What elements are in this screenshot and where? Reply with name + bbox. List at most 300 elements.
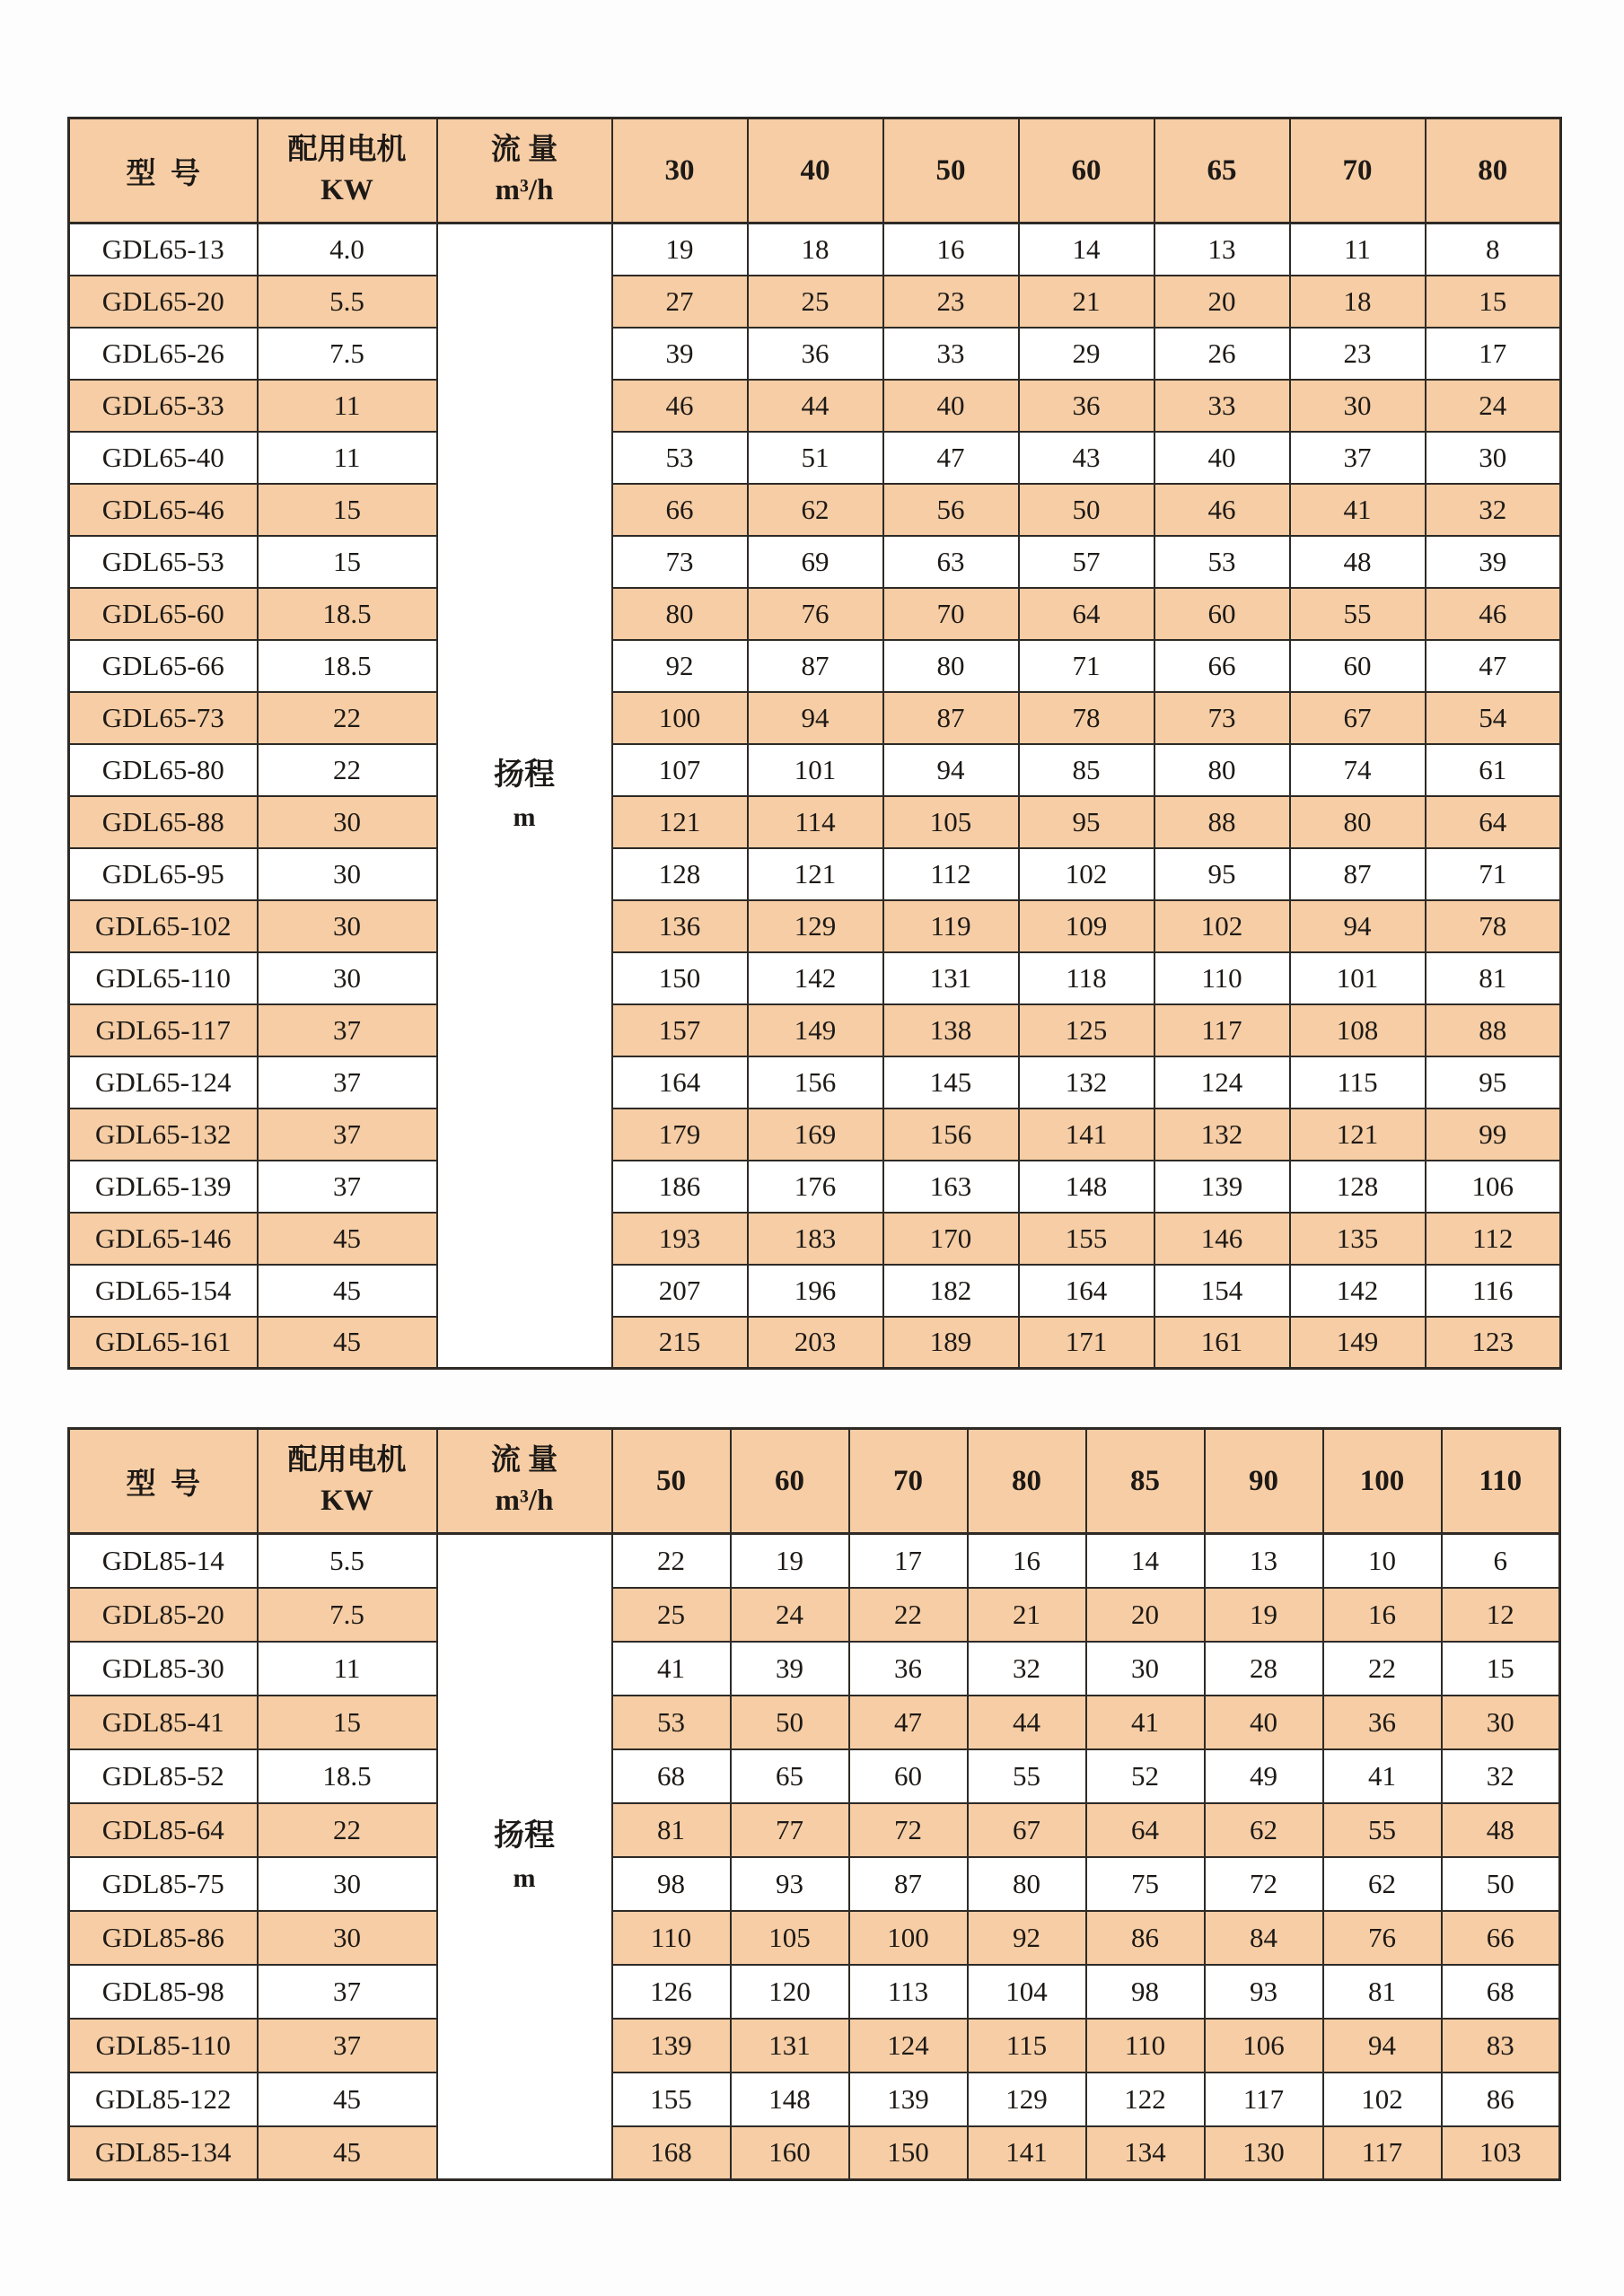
head-value-cell: 110 (612, 1911, 731, 1965)
head-value-cell: 55 (1323, 1803, 1442, 1857)
flow-col-header: 60 (731, 1429, 849, 1534)
head-value-cell: 80 (612, 588, 748, 640)
table-row (69, 380, 1561, 432)
lift-label: 扬程 (494, 758, 555, 793)
table-row (69, 1056, 1561, 1109)
head-value-cell: 73 (1154, 692, 1290, 744)
motor-header-unit: KW (320, 174, 373, 206)
head-value-cell: 41 (1323, 1749, 1442, 1803)
model-cell: GDL65-154 (69, 1265, 258, 1317)
head-value-cell: 24 (731, 1588, 849, 1642)
model-header: 型 号 (69, 1429, 258, 1534)
head-value-cell: 149 (748, 1004, 883, 1056)
table-row (69, 952, 1561, 1004)
kw-cell: 15 (258, 536, 437, 588)
head-value-cell: 146 (1154, 1213, 1290, 1265)
motor-header-line1: 配用电机 (287, 1444, 407, 1477)
head-value-cell: 121 (748, 848, 883, 900)
head-value-cell: 6 (1442, 1534, 1560, 1588)
table-row (69, 276, 1561, 328)
flow-col-header: 40 (748, 118, 883, 223)
head-value-cell: 98 (1086, 1965, 1205, 2019)
flow-col-header: 80 (1426, 118, 1561, 223)
model-cell: GDL65-13 (69, 223, 258, 276)
head-value-cell: 19 (731, 1534, 849, 1588)
head-value-cell: 114 (748, 796, 883, 848)
head-value-cell: 56 (883, 484, 1019, 536)
head-value-cell: 156 (883, 1109, 1019, 1161)
head-value-cell: 150 (849, 2126, 968, 2180)
model-cell: GDL65-124 (69, 1056, 258, 1109)
head-value-cell: 149 (1290, 1317, 1426, 1369)
kw-cell: 11 (258, 380, 437, 432)
head-value-cell: 102 (1323, 2073, 1442, 2126)
head-value-cell: 14 (1086, 1534, 1205, 1588)
head-value-cell: 86 (1442, 2073, 1560, 2126)
head-value-cell: 170 (883, 1213, 1019, 1265)
model-cell: GDL85-41 (69, 1696, 258, 1749)
head-value-cell: 80 (1290, 796, 1426, 848)
head-value-cell: 64 (1426, 796, 1561, 848)
model-cell: GDL65-132 (69, 1109, 258, 1161)
model-cell: GDL65-102 (69, 900, 258, 952)
head-value-cell: 155 (1019, 1213, 1154, 1265)
head-value-cell: 62 (1205, 1803, 1323, 1857)
head-value-cell: 112 (1426, 1213, 1561, 1265)
kw-cell: 30 (258, 900, 437, 952)
head-value-cell: 20 (1154, 276, 1290, 328)
flow-col-header: 100 (1323, 1429, 1442, 1534)
head-value-cell: 26 (1154, 328, 1290, 380)
model-cell: GDL65-88 (69, 796, 258, 848)
head-value-cell: 68 (612, 1749, 731, 1803)
flow-col-header: 65 (1154, 118, 1290, 223)
head-value-cell: 36 (1323, 1696, 1442, 1749)
head-value-cell: 68 (1442, 1965, 1560, 2019)
head-value-cell: 117 (1205, 2073, 1323, 2126)
model-cell: GDL85-86 (69, 1911, 258, 1965)
table-row (69, 1965, 1560, 2019)
head-value-cell: 101 (748, 744, 883, 796)
head-value-cell: 100 (612, 692, 748, 744)
head-value-cell: 61 (1426, 744, 1561, 796)
head-value-cell: 105 (731, 1911, 849, 1965)
kw-cell: 37 (258, 1161, 437, 1213)
flow-col-header: 70 (1290, 118, 1426, 223)
table-row (69, 484, 1561, 536)
kw-cell: 30 (258, 1857, 437, 1911)
head-value-cell: 78 (1426, 900, 1561, 952)
head-value-cell: 80 (968, 1857, 1086, 1911)
head-value-cell: 19 (612, 223, 748, 276)
model-cell: GDL85-122 (69, 2073, 258, 2126)
table-row (69, 744, 1561, 796)
motor-header (258, 1429, 437, 1534)
flow-header-line1: 流 量 (490, 1444, 558, 1477)
model-cell: GDL85-134 (69, 2126, 258, 2180)
head-value-cell: 48 (1442, 1803, 1560, 1857)
table-row (69, 1749, 1560, 1803)
header-row (69, 118, 1561, 223)
flow-col-header: 50 (883, 118, 1019, 223)
lift-unit: m (513, 802, 536, 832)
head-value-cell: 135 (1290, 1213, 1426, 1265)
head-value-cell: 49 (1205, 1749, 1323, 1803)
head-value-cell: 83 (1442, 2019, 1560, 2073)
kw-cell: 45 (258, 2126, 437, 2180)
kw-cell: 7.5 (258, 328, 437, 380)
head-value-cell: 67 (1290, 692, 1426, 744)
head-value-cell: 30 (1442, 1696, 1560, 1749)
table-row (69, 848, 1561, 900)
head-value-cell: 30 (1290, 380, 1426, 432)
table-row (69, 1696, 1560, 1749)
head-value-cell: 47 (1426, 640, 1561, 692)
model-cell: GDL85-98 (69, 1965, 258, 2019)
table-row (69, 432, 1561, 484)
head-value-cell: 171 (1019, 1317, 1154, 1369)
head-value-cell: 17 (1426, 328, 1561, 380)
kw-cell: 45 (258, 1213, 437, 1265)
kw-cell: 11 (258, 432, 437, 484)
head-value-cell: 25 (612, 1588, 731, 1642)
table-row (69, 1857, 1560, 1911)
model-cell: GDL85-14 (69, 1534, 258, 1588)
head-value-cell: 39 (731, 1642, 849, 1696)
head-value-cell: 46 (1154, 484, 1290, 536)
head-value-cell: 112 (883, 848, 1019, 900)
model-cell: GDL85-20 (69, 1588, 258, 1642)
head-value-cell: 139 (1154, 1161, 1290, 1213)
head-value-cell: 86 (1086, 1911, 1205, 1965)
head-value-cell: 129 (748, 900, 883, 952)
head-value-cell: 92 (968, 1911, 1086, 1965)
head-value-cell: 32 (968, 1642, 1086, 1696)
head-value-cell: 29 (1019, 328, 1154, 380)
head-value-cell: 50 (1019, 484, 1154, 536)
kw-cell: 18.5 (258, 1749, 437, 1803)
lift-unit: m (513, 1862, 536, 1893)
table-row (69, 1213, 1561, 1265)
table-row (69, 796, 1561, 848)
head-value-cell: 21 (1019, 276, 1154, 328)
head-value-cell: 22 (1323, 1642, 1442, 1696)
flow-header-unit: m³/h (495, 1485, 554, 1517)
head-value-cell: 54 (1426, 692, 1561, 744)
head-value-cell: 95 (1154, 848, 1290, 900)
kw-cell: 22 (258, 692, 437, 744)
head-value-cell: 154 (1154, 1265, 1290, 1317)
gdl85-table-section (67, 1427, 1561, 2181)
head-value-cell: 13 (1205, 1534, 1323, 1588)
head-value-cell: 176 (748, 1161, 883, 1213)
head-value-cell: 76 (1323, 1911, 1442, 1965)
model-cell: GDL65-53 (69, 536, 258, 588)
head-value-cell: 20 (1086, 1588, 1205, 1642)
head-value-cell: 74 (1290, 744, 1426, 796)
head-value-cell: 25 (748, 276, 883, 328)
head-value-cell: 16 (1323, 1588, 1442, 1642)
head-value-cell: 93 (731, 1857, 849, 1911)
kw-cell: 45 (258, 2073, 437, 2126)
table-row (69, 1588, 1560, 1642)
model-cell: GDL65-46 (69, 484, 258, 536)
head-value-cell: 124 (1154, 1056, 1290, 1109)
motor-header-unit: KW (320, 1485, 373, 1517)
head-value-cell: 129 (968, 2073, 1086, 2126)
model-cell: GDL65-60 (69, 588, 258, 640)
head-value-cell: 71 (1426, 848, 1561, 900)
head-value-cell: 88 (1426, 1004, 1561, 1056)
head-value-cell: 116 (1426, 1265, 1561, 1317)
head-value-cell: 66 (1442, 1911, 1560, 1965)
head-value-cell: 44 (748, 380, 883, 432)
head-value-cell: 77 (731, 1803, 849, 1857)
header-row (69, 1429, 1560, 1534)
kw-cell: 37 (258, 1109, 437, 1161)
flow-header-unit: m³/h (495, 174, 554, 206)
kw-cell: 22 (258, 744, 437, 796)
gdl85-spec-table (67, 1427, 1561, 2181)
model-cell: GDL65-40 (69, 432, 258, 484)
head-value-cell: 24 (1426, 380, 1561, 432)
head-value-cell: 130 (1205, 2126, 1323, 2180)
head-value-cell: 95 (1019, 796, 1154, 848)
head-value-cell: 117 (1154, 1004, 1290, 1056)
head-value-cell: 81 (1323, 1965, 1442, 2019)
head-value-cell: 81 (612, 1803, 731, 1857)
head-value-cell: 148 (731, 2073, 849, 2126)
model-cell: GDL65-161 (69, 1317, 258, 1369)
model-cell: GDL65-26 (69, 328, 258, 380)
table-row (69, 1265, 1561, 1317)
head-value-cell: 117 (1323, 2126, 1442, 2180)
head-value-cell: 78 (1019, 692, 1154, 744)
head-value-cell: 27 (612, 276, 748, 328)
head-value-cell: 94 (748, 692, 883, 744)
flow-col-header: 70 (849, 1429, 968, 1534)
lift-label-cell (437, 223, 612, 1369)
table-row (69, 328, 1561, 380)
kw-cell: 45 (258, 1265, 437, 1317)
head-value-cell: 168 (612, 2126, 731, 2180)
head-value-cell: 138 (883, 1004, 1019, 1056)
head-value-cell: 109 (1019, 900, 1154, 952)
head-value-cell: 156 (748, 1056, 883, 1109)
head-value-cell: 118 (1019, 952, 1154, 1004)
head-value-cell: 67 (968, 1803, 1086, 1857)
table-row (69, 1534, 1560, 1588)
model-cell: GDL65-146 (69, 1213, 258, 1265)
head-value-cell: 128 (1290, 1161, 1426, 1213)
head-value-cell: 22 (849, 1588, 968, 1642)
head-value-cell: 62 (1323, 1857, 1442, 1911)
head-value-cell: 16 (883, 223, 1019, 276)
head-value-cell: 48 (1290, 536, 1426, 588)
head-value-cell: 108 (1290, 1004, 1426, 1056)
head-value-cell: 22 (612, 1534, 731, 1588)
head-value-cell: 10 (1323, 1534, 1442, 1588)
head-value-cell: 64 (1019, 588, 1154, 640)
head-value-cell: 47 (883, 432, 1019, 484)
table-row (69, 640, 1561, 692)
head-value-cell: 196 (748, 1265, 883, 1317)
flow-col-header: 85 (1086, 1429, 1205, 1534)
head-value-cell: 207 (612, 1265, 748, 1317)
head-value-cell: 30 (1426, 432, 1561, 484)
head-value-cell: 193 (612, 1213, 748, 1265)
table-row (69, 1803, 1560, 1857)
head-value-cell: 110 (1086, 2019, 1205, 2073)
head-value-cell: 150 (612, 952, 748, 1004)
head-value-cell: 46 (612, 380, 748, 432)
head-value-cell: 121 (1290, 1109, 1426, 1161)
head-value-cell: 15 (1442, 1642, 1560, 1696)
head-value-cell: 13 (1154, 223, 1290, 276)
head-value-cell: 102 (1154, 900, 1290, 952)
model-header: 型 号 (69, 118, 258, 223)
head-value-cell: 123 (1426, 1317, 1561, 1369)
head-value-cell: 157 (612, 1004, 748, 1056)
kw-cell: 15 (258, 1696, 437, 1749)
head-value-cell: 93 (1205, 1965, 1323, 2019)
table-row (69, 692, 1561, 744)
head-value-cell: 122 (1086, 2073, 1205, 2126)
head-value-cell: 8 (1426, 223, 1561, 276)
kw-cell: 22 (258, 1803, 437, 1857)
head-value-cell: 179 (612, 1109, 748, 1161)
table-row (69, 1161, 1561, 1213)
head-value-cell: 115 (968, 2019, 1086, 2073)
head-value-cell: 87 (1290, 848, 1426, 900)
model-cell: GDL85-30 (69, 1642, 258, 1696)
model-cell: GDL85-75 (69, 1857, 258, 1911)
kw-cell: 5.5 (258, 276, 437, 328)
head-value-cell: 121 (612, 796, 748, 848)
head-value-cell: 132 (1019, 1056, 1154, 1109)
head-value-cell: 141 (1019, 1109, 1154, 1161)
head-value-cell: 98 (612, 1857, 731, 1911)
head-value-cell: 64 (1086, 1803, 1205, 1857)
head-value-cell: 41 (1290, 484, 1426, 536)
kw-cell: 37 (258, 1965, 437, 2019)
head-value-cell: 12 (1442, 1588, 1560, 1642)
head-value-cell: 36 (748, 328, 883, 380)
head-value-cell: 125 (1019, 1004, 1154, 1056)
head-value-cell: 134 (1086, 2126, 1205, 2180)
head-value-cell: 94 (1290, 900, 1426, 952)
head-value-cell: 164 (1019, 1265, 1154, 1317)
kw-cell: 30 (258, 796, 437, 848)
head-value-cell: 69 (748, 536, 883, 588)
head-value-cell: 203 (748, 1317, 883, 1369)
head-value-cell: 32 (1442, 1749, 1560, 1803)
head-value-cell: 60 (1154, 588, 1290, 640)
lift-label-cell (437, 1534, 612, 2180)
table-row (69, 1109, 1561, 1161)
head-value-cell: 60 (1290, 640, 1426, 692)
head-value-cell: 95 (1426, 1056, 1561, 1109)
head-value-cell: 17 (849, 1534, 968, 1588)
head-value-cell: 62 (748, 484, 883, 536)
head-value-cell: 33 (883, 328, 1019, 380)
kw-cell: 7.5 (258, 1588, 437, 1642)
table-row (69, 1911, 1560, 1965)
table-row (69, 1317, 1561, 1369)
head-value-cell: 19 (1205, 1588, 1323, 1642)
kw-cell: 11 (258, 1642, 437, 1696)
head-value-cell: 32 (1426, 484, 1561, 536)
head-value-cell: 66 (612, 484, 748, 536)
model-cell: GDL65-95 (69, 848, 258, 900)
head-value-cell: 15 (1426, 276, 1561, 328)
head-value-cell: 88 (1154, 796, 1290, 848)
head-value-cell: 53 (612, 432, 748, 484)
model-cell: GDL85-64 (69, 1803, 258, 1857)
kw-cell: 18.5 (258, 588, 437, 640)
head-value-cell: 50 (1442, 1857, 1560, 1911)
head-value-cell: 28 (1205, 1642, 1323, 1696)
head-value-cell: 160 (731, 2126, 849, 2180)
table-row (69, 1004, 1561, 1056)
head-value-cell: 47 (849, 1696, 968, 1749)
table-row (69, 588, 1561, 640)
head-value-cell: 60 (849, 1749, 968, 1803)
model-cell: GDL65-110 (69, 952, 258, 1004)
head-value-cell: 115 (1290, 1056, 1426, 1109)
head-value-cell: 132 (1154, 1109, 1290, 1161)
head-value-cell: 41 (1086, 1696, 1205, 1749)
head-value-cell: 124 (849, 2019, 968, 2073)
table-row (69, 2126, 1560, 2180)
head-value-cell: 169 (748, 1109, 883, 1161)
head-value-cell: 40 (1205, 1696, 1323, 1749)
kw-cell: 4.0 (258, 223, 437, 276)
head-value-cell: 33 (1154, 380, 1290, 432)
head-value-cell: 81 (1426, 952, 1561, 1004)
head-value-cell: 23 (883, 276, 1019, 328)
head-value-cell: 103 (1442, 2126, 1560, 2180)
head-value-cell: 189 (883, 1317, 1019, 1369)
head-value-cell: 126 (612, 1965, 731, 2019)
head-value-cell: 53 (1154, 536, 1290, 588)
flow-col-header: 80 (968, 1429, 1086, 1534)
head-value-cell: 55 (968, 1749, 1086, 1803)
head-value-cell: 36 (849, 1642, 968, 1696)
table-row (69, 536, 1561, 588)
flow-header (437, 118, 612, 223)
head-value-cell: 73 (612, 536, 748, 588)
kw-cell: 15 (258, 484, 437, 536)
head-value-cell: 139 (849, 2073, 968, 2126)
head-value-cell: 23 (1290, 328, 1426, 380)
head-value-cell: 87 (883, 692, 1019, 744)
model-cell: GDL85-52 (69, 1749, 258, 1803)
head-value-cell: 87 (849, 1857, 968, 1911)
head-value-cell: 155 (612, 2073, 731, 2126)
head-value-cell: 186 (612, 1161, 748, 1213)
head-value-cell: 43 (1019, 432, 1154, 484)
model-cell: GDL65-66 (69, 640, 258, 692)
head-value-cell: 21 (968, 1588, 1086, 1642)
head-value-cell: 119 (883, 900, 1019, 952)
head-value-cell: 75 (1086, 1857, 1205, 1911)
head-value-cell: 183 (748, 1213, 883, 1265)
table-row (69, 2019, 1560, 2073)
head-value-cell: 72 (1205, 1857, 1323, 1911)
head-value-cell: 63 (883, 536, 1019, 588)
head-value-cell: 41 (612, 1642, 731, 1696)
